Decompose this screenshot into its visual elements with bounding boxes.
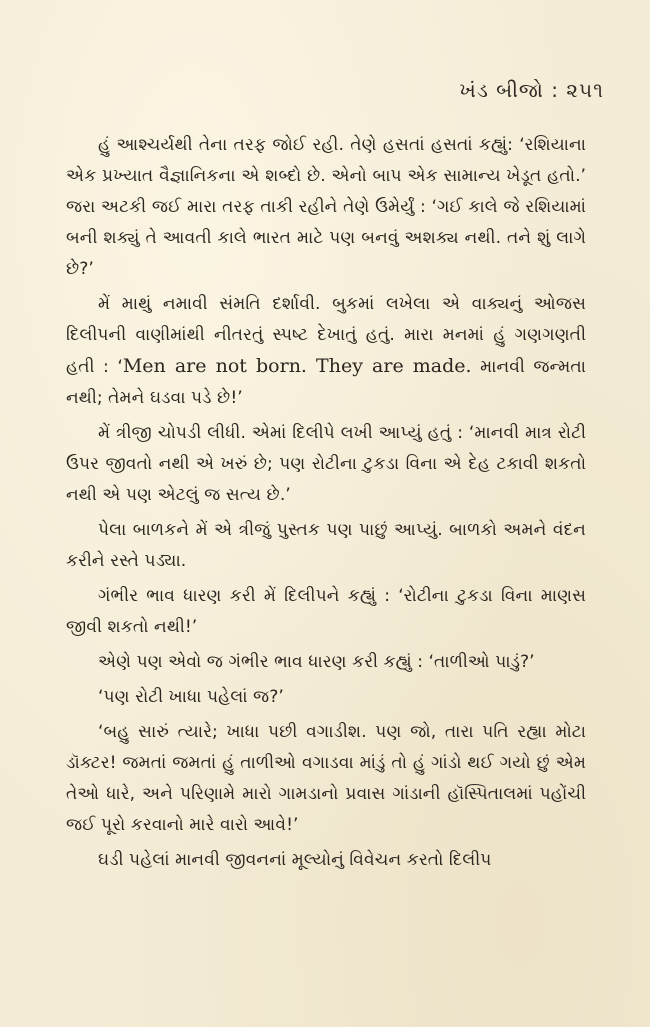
paragraph-1: હું આશ્ચર્યથી તેના તરફ જોઈ રહી. તેણે હસતાં હસતાં કહ્યું: ‘રશિયાના એક પ્રખ્યાત વૈજ્ઞાનિકના એ શબ્દો છે. એનો બાપ એક સામાન્ય ખેડૂત હતો.’ જરા અટકી જઈ મારા તરફ તાકી રહીને તેણે ઉમેર્યું : ‘ગઈ કાલે જે રશિયામાં બની શક્યું તે આવતી કાલે ભારત માટે પણ બનવું અશક્ય નથી. તને શું લાગે છે?’ (66, 135, 586, 279)
paragraph-7: ‘પણ રોટી ખાધા પહેલાં જ?’ (98, 687, 284, 707)
paragraph-9: ઘડી પહેલાં માનવી જીવનનાં મૂલ્યોનું વિવેચન કરતો દિલીપ (98, 850, 492, 870)
running-header: ખંડ બીજો : ૨૫૧ (459, 78, 604, 102)
paragraph-6: એણે પણ એવો જ ગંભીર ભાવ ધારણ કરી કહ્યું : ‘તાળીઓ પાડું?’ (98, 652, 535, 672)
paragraph-3: મેં ત્રીજી ચોપડી લીધી. એમાં દિલીપે લખી આપ્યું હતું : ‘માનવી માત્ર રોટી ઉપર જીવતો નથી એ ખરું છે; પણ રોટીના ટુકડા વિના એ દેહ ટકાવી શકતો નથી એ પણ એટલું જ સત્ય છે.’ (66, 423, 586, 505)
paragraph-5: ગંભીર ભાવ ધારણ કરી મેં દિલીપને કહ્યું : ‘રોટીના ટુકડા વિના માણસ જીવી શકતો નથી!’ (66, 586, 586, 637)
body-text (66, 130, 586, 880)
english-quote: Men are not born. They are made. (122, 355, 472, 377)
paragraph-2-gujarati-start: મેં માથું નમાવી સંમતિ દર્શાવી. બુકમાં લખેલા એ વાક્યનું ઓજસ દિલીપની વાણીમાંથી નીતરતું સ્પષ્ટ દેખાતું હતું. મારા મનમાં હું ગણગણતી હતી : ‘ (66, 294, 586, 377)
paragraph-4: પેલા બાળકને મેં એ ત્રીજું પુસ્તક પણ પાછું આપ્યું. બાળકો અમને વંદન કરીને રસ્તે પડ્યા. (66, 520, 586, 571)
paragraph-8: ‘બહુ સારું ત્યારે; ખાધા પછી વગાડીશ. પણ જો, તારા પતિ રહ્યા મોટા ડૉક્ટર! જમતાં જમતાં હું તાળીઓ વગાડવા માંડું તો હું ગાંડો થઈ ગયો છું એમ તેઓ ધારે, અને પરિણામે મારો ગામડાનો પ્રવાસ ગાંડાની હૉસ્પિતાલમાં પહોંચી જઈ પૂરો કરવાનો મારે વારો આવે!’ (66, 722, 586, 835)
paragraph-2-gujarati-end: માનવી જન્મતા નથી; તેમને ઘડવા પડે છે!’ (66, 357, 586, 408)
paragraph-2 (66, 289, 586, 414)
